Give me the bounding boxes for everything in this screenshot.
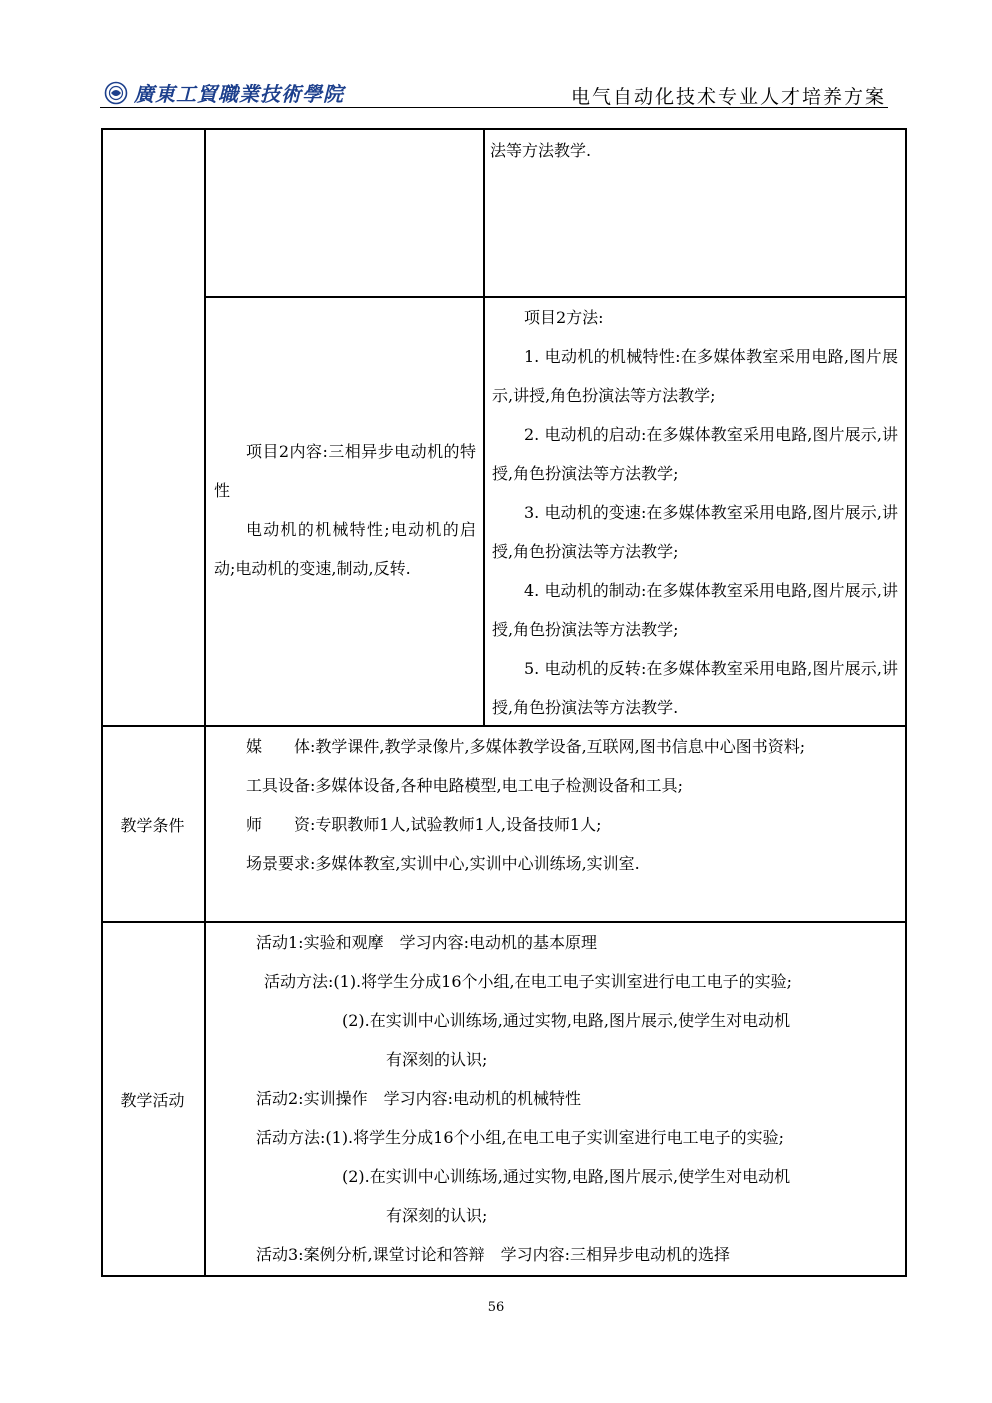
- activity-line: 有深刻的认识;: [386, 1050, 488, 1069]
- conditions-line: 师 资:专职教师1人,试验教师1人,设备技师1人;: [246, 815, 602, 834]
- activity-line: 有深刻的认识;: [386, 1206, 488, 1225]
- course-table: [101, 128, 907, 1277]
- row2-content-cell: [214, 432, 476, 588]
- activities-cell: [214, 923, 898, 1274]
- page-header: [100, 72, 888, 108]
- conditions-label: 教学条件: [120, 815, 185, 835]
- page-number: 56: [487, 1300, 505, 1315]
- row1-methods-text: 法等方法教学.: [490, 141, 592, 160]
- row2-content-line: 电动机的机械特性;电动机的启动;电动机的变速,制动,反转.: [214, 520, 476, 578]
- school-emblem-icon: [104, 81, 128, 105]
- conditions-line: 场景要求:多媒体教室,实训中心,实训中心训练场,实训室.: [246, 854, 640, 873]
- row2-methods-cell: [492, 298, 898, 727]
- col-divider-1: [204, 128, 206, 1277]
- col-divider-2: [483, 128, 485, 725]
- row1-methods-cell: [490, 131, 900, 170]
- conditions-line: 工具设备:多媒体设备,各种电路模型,电工电子检测设备和工具;: [246, 776, 683, 795]
- activity-line: 活动1:实验和观摩 学习内容:电动机的基本原理: [256, 933, 597, 952]
- row2-method-item: 2. 电动机的启动:在多媒体教室采用电路,图片展示,讲授,角色扮演法等方法教学;: [492, 425, 898, 483]
- row2-content-line: 项目2内容:三相异步电动机的特性: [214, 442, 476, 500]
- activity-line: 活动2:实训操作 学习内容:电动机的机械特性: [256, 1089, 581, 1108]
- activities-label: 教学活动: [120, 1090, 185, 1110]
- row2-methods-title: 项目2方法:: [524, 308, 604, 327]
- row2-method-item: 3. 电动机的变速:在多媒体教室采用电路,图片展示,讲授,角色扮演法等方法教学;: [492, 503, 898, 561]
- conditions-cell: [214, 727, 898, 883]
- row2-method-item: 4. 电动机的制动:在多媒体教室采用电路,图片展示,讲授,角色扮演法等方法教学;: [492, 581, 898, 639]
- header-rule: [100, 107, 888, 108]
- school-name: 廣東工貿職業技術學院: [134, 82, 344, 106]
- conditions-line: 媒 体:教学课件,教学录像片,多媒体教学设备,互联网,图书信息中心图书资料;: [246, 737, 806, 756]
- activity-line: (2).在实训中心训练场,通过实物,电路,图片展示,使学生对电动机: [342, 1011, 791, 1030]
- activity-line: 活动方法:(1).将学生分成16个小组,在电工电子实训室进行电工电子的实验;: [264, 972, 792, 991]
- row2-method-item: 1. 电动机的机械特性:在多媒体教室采用电路,图片展示,讲授,角色扮演法等方法教学;: [492, 347, 898, 405]
- school-logo: [104, 78, 344, 107]
- activity-line: 活动方法:(1).将学生分成16个小组,在电工电子实训室进行电工电子的实验;: [256, 1128, 784, 1147]
- activity-line: 活动3:案例分析,课堂讨论和答辩 学习内容:三相异步电动机的选择: [256, 1245, 731, 1264]
- document-title: 电气自动化技术专业人才培养方案: [570, 86, 886, 108]
- row2-method-item: 5. 电动机的反转:在多媒体教室采用电路,图片展示,讲授,角色扮演法等方法教学.: [492, 659, 898, 717]
- activity-line: (2).在实训中心训练场,通过实物,电路,图片展示,使学生对电动机: [342, 1167, 791, 1186]
